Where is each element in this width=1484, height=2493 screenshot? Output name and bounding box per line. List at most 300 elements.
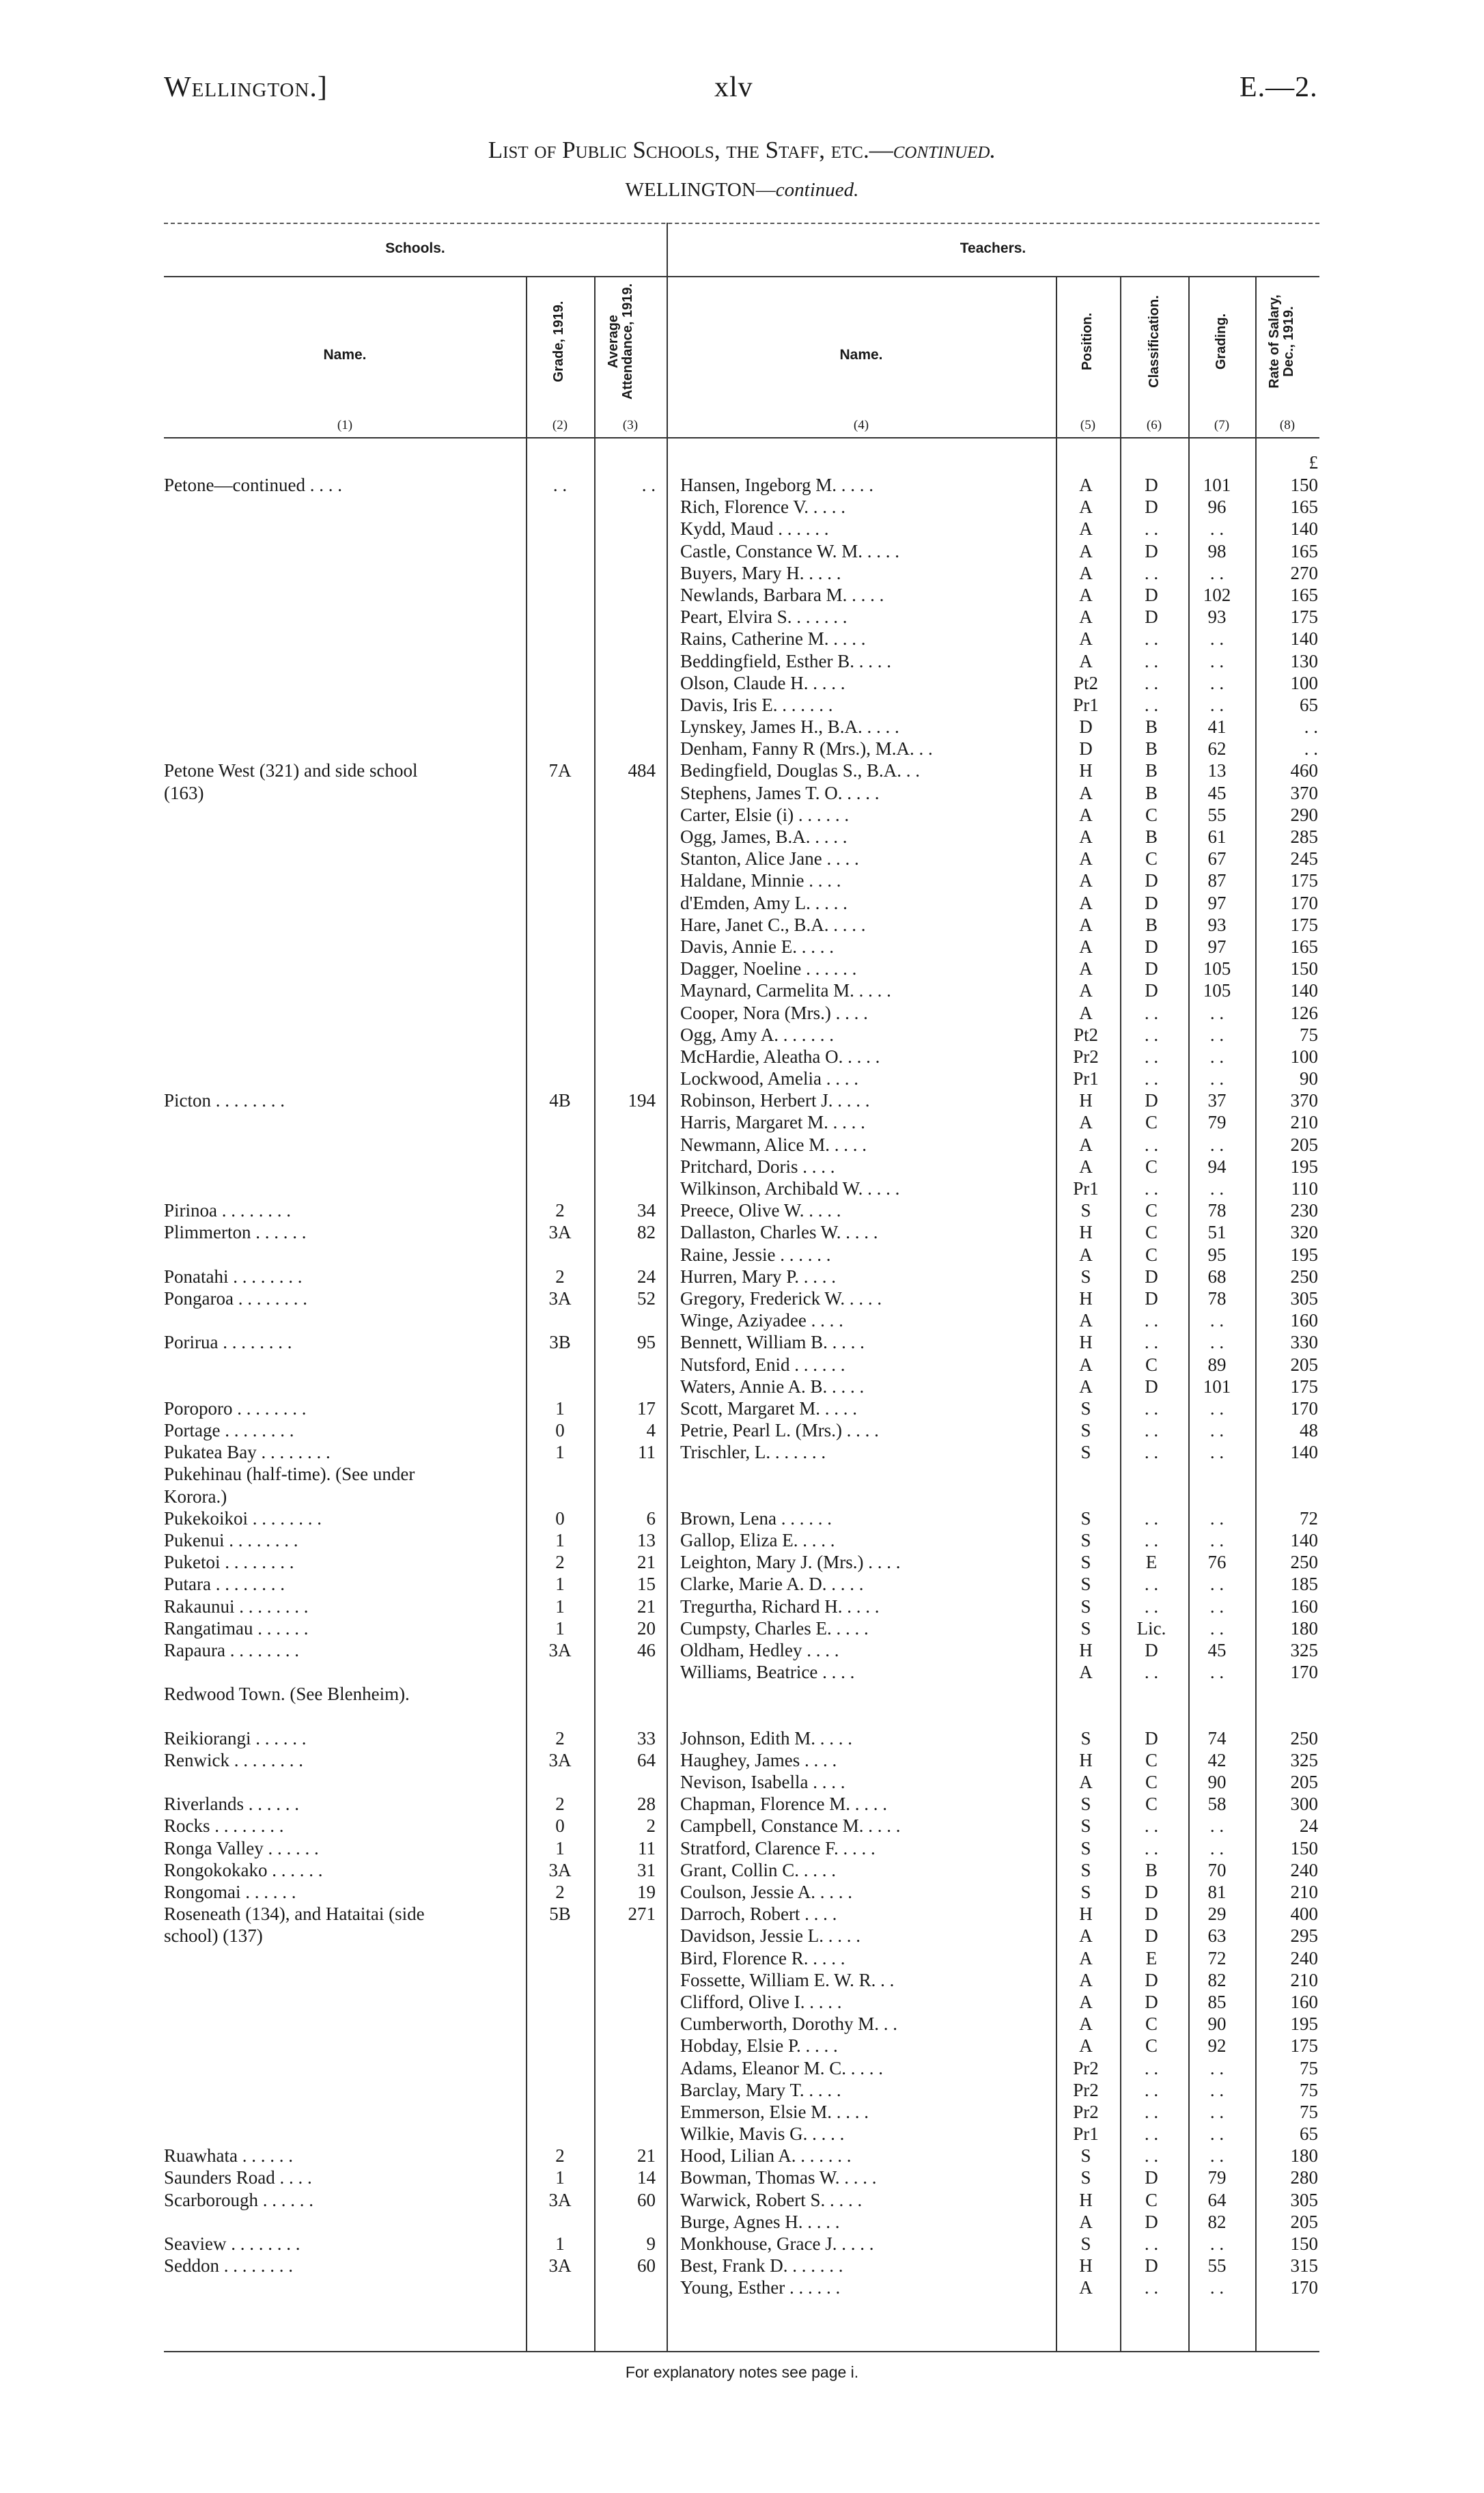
salary-cell: 325	[1290, 1639, 1318, 1660]
teacher-name-cell: Hood, Lilian A. . . . . . .	[680, 2145, 852, 2167]
table-row	[0, 936, 1484, 958]
classification-cell: B	[1145, 914, 1158, 935]
teacher-name-cell: Cumberworth, Dorothy M. . .	[680, 2014, 897, 2035]
grade-cell: 3A	[548, 1639, 572, 1660]
table-row	[0, 1727, 1484, 1749]
position-cell: Pr1	[1073, 2123, 1099, 2145]
col-num-8: (8)	[1279, 418, 1296, 432]
school-name-cell: Korora.)	[164, 1486, 227, 1507]
table-row	[0, 1815, 1484, 1837]
grading-cell: . .	[1209, 628, 1224, 650]
grading-cell: 76	[1207, 1552, 1227, 1573]
teacher-name-cell: Emmerson, Elsie M. . . . .	[680, 2101, 869, 2122]
salary-cell: 140	[1290, 628, 1318, 650]
position-cell: H	[1079, 1332, 1093, 1353]
grading-cell: 96	[1207, 497, 1227, 518]
classification-cell: . .	[1144, 628, 1159, 650]
table-row	[0, 2233, 1484, 2255]
position-cell: H	[1079, 2255, 1093, 2276]
col-num-1: (1)	[337, 418, 353, 432]
salary-cell: 100	[1290, 672, 1318, 693]
grading-cell: 105	[1203, 980, 1231, 1001]
grading-cell: . .	[1209, 1397, 1224, 1419]
position-cell: Pt2	[1073, 672, 1099, 693]
classification-cell: . .	[1144, 2123, 1159, 2145]
group-header-rule	[164, 276, 1319, 277]
teacher-name-cell: Campbell, Constance M. . . . .	[680, 1815, 901, 1837]
salary-cell: 230	[1290, 1200, 1318, 1221]
salary-cell: 140	[1290, 518, 1318, 540]
attendance-cell: 95	[637, 1332, 656, 1353]
teacher-name-cell: Fossette, William E. W. R. . .	[680, 1969, 895, 1990]
attendance-cell: 2	[646, 1815, 656, 1837]
teacher-name-cell: Oldham, Hedley . . . .	[680, 1639, 839, 1660]
table-row	[0, 1354, 1484, 1376]
classification-cell: C	[1145, 1772, 1158, 1793]
grade-cell: 2	[555, 2145, 565, 2167]
table-row	[0, 562, 1484, 584]
table-row	[0, 958, 1484, 979]
salary-cell: 400	[1290, 1904, 1318, 1925]
col-num-2: (2)	[552, 418, 568, 432]
grading-cell: . .	[1209, 2233, 1224, 2254]
grade-cell: 7A	[548, 760, 572, 781]
table-row	[0, 1793, 1484, 1815]
grade-cell: 0	[555, 1815, 565, 1837]
table-row	[0, 1661, 1484, 1683]
classification-cell: . .	[1144, 1837, 1159, 1858]
position-cell: A	[1079, 584, 1093, 605]
grading-cell: 78	[1207, 1200, 1227, 1221]
salary-cell: 195	[1290, 2014, 1318, 2035]
table-row	[0, 1178, 1484, 1199]
grading-cell: . .	[1209, 562, 1224, 583]
grading-cell: 102	[1203, 584, 1231, 605]
teacher-name-cell: Warwick, Robert S. . . . .	[680, 2189, 863, 2210]
position-cell: S	[1080, 1420, 1091, 1441]
teacher-name-cell: Castle, Constance W. M. . . . .	[680, 540, 899, 561]
position-cell: A	[1079, 1376, 1093, 1397]
teacher-name-cell: Rains, Catherine M. . . . .	[680, 628, 866, 650]
attendance-cell: 11	[638, 1837, 656, 1858]
school-name-cell: Pukekoikoi . . . . . . . .	[164, 1507, 322, 1529]
position-cell: H	[1079, 2189, 1093, 2210]
salary-cell: 210	[1290, 1882, 1318, 1902]
grade-cell: 2	[555, 1882, 565, 1902]
classification-cell: D	[1145, 1090, 1158, 1111]
school-name-cell: Seddon . . . . . . . .	[164, 2255, 293, 2276]
attendance-cell: 21	[637, 1552, 656, 1573]
position-cell: A	[1079, 1354, 1093, 1375]
grading-cell: . .	[1209, 1068, 1224, 1089]
classification-cell: . .	[1144, 1596, 1159, 1617]
grading-cell: . .	[1209, 2123, 1224, 2145]
school-name-cell: Portage . . . . . . . .	[164, 1420, 294, 1441]
classification-cell: C	[1145, 2035, 1158, 2057]
teacher-name-cell: Hare, Janet C., B.A. . . . .	[680, 914, 866, 935]
grading-cell: . .	[1209, 2277, 1224, 2298]
position-cell: A	[1079, 518, 1093, 540]
teacher-name-cell: Ogg, James, B.A. . . . .	[680, 826, 848, 847]
salary-cell: 165	[1290, 497, 1318, 518]
grading-cell: 93	[1207, 914, 1227, 935]
position-cell: S	[1080, 1859, 1091, 1880]
teacher-name-cell: Maynard, Carmelita M. . . . .	[680, 980, 891, 1001]
grade-cell: 3A	[548, 2189, 572, 2210]
salary-cell: 160	[1290, 1596, 1318, 1617]
salary-cell: 240	[1290, 1947, 1318, 1968]
table-row	[0, 2145, 1484, 2167]
table-row	[0, 1969, 1484, 1991]
grading-cell: . .	[1209, 1507, 1224, 1529]
teacher-name-cell: Haldane, Minnie . . . .	[680, 870, 841, 891]
position-cell: S	[1080, 2233, 1091, 2254]
classification-cell: . .	[1144, 2079, 1159, 2100]
teacher-name-cell: Nutsford, Enid . . . . . .	[680, 1354, 845, 1375]
grading-cell: 92	[1207, 2035, 1227, 2057]
grading-cell: . .	[1209, 1574, 1224, 1595]
attendance-header: Average Attendance, 1919.	[606, 283, 635, 400]
teacher-name-cell: Clifford, Olive I. . . . .	[680, 1991, 842, 2012]
position-cell: S	[1080, 1574, 1091, 1595]
grading-cell: . .	[1209, 1178, 1224, 1199]
school-name-cell: Pukatea Bay . . . . . . . .	[164, 1442, 331, 1463]
table-row	[0, 1397, 1484, 1419]
teacher-name-cell: Bedingfield, Douglas S., B.A. . .	[680, 760, 920, 781]
position-cell: S	[1080, 1442, 1091, 1463]
teacher-name-cell: Winge, Aziyadee . . . .	[680, 1310, 843, 1331]
table-row	[0, 1419, 1484, 1441]
teacher-name-cell: Cooper, Nora (Mrs.) . . . .	[680, 1002, 868, 1023]
classification-cell: D	[1145, 958, 1158, 979]
salary-cell: 180	[1290, 2145, 1318, 2167]
grading-cell: 67	[1207, 848, 1227, 869]
classification-cell: D	[1145, 980, 1158, 1001]
table-row	[0, 474, 1484, 496]
table-row	[0, 1244, 1484, 1266]
classification-cell: B	[1145, 826, 1158, 847]
salary-cell: 280	[1290, 2167, 1318, 2188]
salary-cell: 165	[1290, 540, 1318, 561]
salary-cell: 65	[1300, 694, 1318, 715]
teacher-name-cell: Dallaston, Charles W. . . . .	[680, 1222, 878, 1243]
table-row	[0, 628, 1484, 650]
classification-cell: D	[1145, 1727, 1158, 1749]
salary-cell: 140	[1290, 1442, 1318, 1463]
table-row	[0, 2211, 1484, 2233]
classification-cell: . .	[1144, 1507, 1159, 1529]
position-cell: A	[1079, 628, 1093, 650]
position-cell: H	[1079, 1904, 1093, 1925]
position-cell: A	[1079, 1002, 1093, 1023]
table-row	[0, 1596, 1484, 1617]
table-row	[0, 2035, 1484, 2057]
school-name-cell: school) (137)	[164, 1925, 263, 1947]
table-row	[0, 1463, 1484, 1485]
position-cell: H	[1079, 1639, 1093, 1660]
classification-cell: . .	[1144, 1002, 1159, 1023]
teacher-name-cell: Davis, Iris E. . . . . . .	[680, 694, 833, 715]
classification-cell: C	[1145, 2014, 1158, 2035]
attendance-cell: 19	[637, 1882, 656, 1902]
currency-symbol: £	[1308, 452, 1318, 473]
grading-cell: 87	[1207, 870, 1227, 891]
classification-cell: D	[1145, 1925, 1158, 1947]
grading-cell: . .	[1209, 1134, 1224, 1155]
classification-cell: D	[1145, 2167, 1158, 2188]
grading-cell: 90	[1207, 2014, 1227, 2035]
grading-cell: . .	[1209, 672, 1224, 693]
table-row	[0, 1617, 1484, 1639]
classification-cell: C	[1145, 1222, 1158, 1243]
teacher-name-cell: Newlands, Barbara M. . . . .	[680, 584, 884, 605]
salary-cell: 210	[1290, 1112, 1318, 1133]
table-row	[0, 496, 1484, 518]
table-subtitle-continued: continued.	[775, 179, 859, 201]
col-num-7: (7)	[1214, 418, 1230, 432]
table-row	[0, 2255, 1484, 2276]
attendance-cell: 34	[637, 1200, 656, 1221]
attendance-cell: 194	[628, 1090, 656, 1111]
teacher-name-cell: Davidson, Jessie L. . . . .	[680, 1925, 860, 1947]
grade-cell: . .	[552, 475, 568, 495]
grading-cell: 74	[1207, 1727, 1227, 1749]
grading-cell: 45	[1207, 1639, 1227, 1660]
table-row	[0, 979, 1484, 1001]
position-cell: A	[1079, 2035, 1093, 2057]
position-cell: A	[1079, 804, 1093, 825]
grading-cell: 51	[1207, 1222, 1227, 1243]
classification-cell: E	[1145, 1552, 1158, 1573]
table-row	[0, 1991, 1484, 2013]
teacher-name-cell: Young, Esther . . . . . .	[680, 2277, 841, 2298]
salary-cell: 170	[1290, 1397, 1318, 1419]
attendance-cell: . .	[641, 475, 656, 495]
teacher-name-cell: Hansen, Ingeborg M. . . . .	[680, 475, 873, 495]
table-row	[0, 1639, 1484, 1661]
salary-cell: 175	[1290, 914, 1318, 935]
position-cell: S	[1080, 1397, 1091, 1419]
teacher-name-cell: Stanton, Alice Jane . . . .	[680, 848, 859, 869]
position-cell: S	[1080, 1727, 1091, 1749]
classification-cell: D	[1145, 1639, 1158, 1660]
school-name-header: Name.	[323, 347, 367, 363]
school-name-cell: Picton . . . . . . . .	[164, 1090, 285, 1111]
running-header-left: Wellington.]	[164, 72, 328, 103]
teacher-name-cell: Chapman, Florence M. . . . .	[680, 1794, 887, 1815]
grading-cell: . .	[1209, 1617, 1224, 1639]
table-row	[0, 584, 1484, 606]
salary-cell: 250	[1290, 1552, 1318, 1573]
schools-group-header: Schools.	[385, 240, 445, 256]
classification-cell: D	[1145, 475, 1158, 495]
grade-cell: 2	[555, 1266, 565, 1287]
teacher-name-cell: Bennett, William B. . . . .	[680, 1332, 865, 1353]
position-cell: A	[1079, 1244, 1093, 1265]
classification-cell: . .	[1144, 2277, 1159, 2298]
table-row	[0, 914, 1484, 936]
grading-cell: . .	[1209, 1332, 1224, 1353]
table-row	[0, 1683, 1484, 1705]
attendance-cell: 64	[637, 1749, 656, 1770]
position-cell: A	[1079, 607, 1093, 628]
classification-cell: D	[1145, 1882, 1158, 1902]
teacher-name-header: Name.	[839, 347, 883, 363]
classification-cell: C	[1145, 804, 1158, 825]
school-name-cell: Rangatimau . . . . . .	[164, 1617, 309, 1639]
grading-cell: . .	[1209, 1046, 1224, 1067]
school-name-cell: Pirinoa . . . . . . . .	[164, 1200, 291, 1221]
classification-cell: D	[1145, 1266, 1158, 1287]
classification-cell: . .	[1144, 1046, 1159, 1067]
grading-cell: 105	[1203, 958, 1231, 979]
school-name-cell: Rongomai . . . . . .	[164, 1882, 296, 1902]
table-row	[0, 1859, 1484, 1881]
grading-cell: 29	[1207, 1904, 1227, 1925]
school-name-cell: Plimmerton . . . . . .	[164, 1222, 307, 1243]
position-cell: A	[1079, 2211, 1093, 2232]
teacher-name-cell: Davis, Annie E. . . . .	[680, 936, 834, 957]
classification-cell: . .	[1144, 694, 1159, 715]
teacher-name-cell: Haughey, James . . . .	[680, 1749, 837, 1770]
school-name-cell: Redwood Town. (See Blenheim).	[164, 1684, 410, 1705]
table-bottom-rule	[164, 2351, 1319, 2352]
position-cell: S	[1080, 1617, 1091, 1639]
school-name-cell: Rakaunui . . . . . . . .	[164, 1596, 309, 1617]
table-row	[0, 694, 1484, 716]
grade-cell: 0	[555, 1507, 565, 1529]
salary-cell: 65	[1300, 2123, 1318, 2145]
position-cell: Pt2	[1073, 1024, 1099, 1045]
grading-cell: 63	[1207, 1925, 1227, 1947]
classification-cell: D	[1145, 1904, 1158, 1925]
position-cell: S	[1080, 1530, 1091, 1550]
salary-cell: 150	[1290, 475, 1318, 495]
position-cell: Pr1	[1073, 694, 1099, 715]
grading-cell: 101	[1203, 1376, 1231, 1397]
grade-cell: 2	[555, 1552, 565, 1573]
school-name-cell: Seaview . . . . . . . .	[164, 2233, 300, 2254]
grade-cell: 3A	[548, 1222, 572, 1243]
table-row	[0, 1749, 1484, 1771]
position-cell: A	[1079, 892, 1093, 913]
grading-cell: 62	[1207, 738, 1227, 760]
classification-cell: C	[1145, 1200, 1158, 1221]
salary-cell: 325	[1290, 1749, 1318, 1770]
teacher-name-cell: Lynskey, James H., B.A. . . . .	[680, 716, 899, 738]
grading-cell: 42	[1207, 1749, 1227, 1770]
table-subtitle	[0, 179, 1484, 201]
position-cell: A	[1079, 475, 1093, 495]
teacher-name-cell: Williams, Beatrice . . . .	[680, 1662, 855, 1683]
grading-cell: 93	[1207, 607, 1227, 628]
table-row	[0, 1925, 1484, 1947]
grading-cell: 55	[1207, 2255, 1227, 2276]
table-row	[0, 650, 1484, 672]
position-cell: A	[1079, 1772, 1093, 1793]
teacher-name-cell: Peart, Elvira S. . . . . . .	[680, 607, 848, 628]
attendance-cell: 4	[646, 1420, 656, 1441]
grading-cell: . .	[1209, 2057, 1224, 2078]
grade-cell: 1	[555, 1596, 565, 1617]
grade-cell: 1	[555, 1442, 565, 1463]
position-cell: A	[1079, 1662, 1093, 1683]
classification-header: Classification.	[1147, 295, 1162, 388]
table-row	[0, 2101, 1484, 2123]
teacher-name-cell: Dagger, Noeline . . . . . .	[680, 958, 857, 979]
grading-cell: 78	[1207, 1287, 1227, 1309]
grading-cell: 97	[1207, 892, 1227, 913]
teacher-name-cell: Buyers, Mary H. . . . .	[680, 562, 841, 583]
table-row	[0, 1002, 1484, 1024]
grading-cell: 97	[1207, 936, 1227, 957]
position-cell: A	[1079, 1969, 1093, 1990]
teacher-name-cell: Tregurtha, Richard H. . . . .	[680, 1596, 880, 1617]
grade-cell: 1	[555, 1574, 565, 1595]
salary-cell: 160	[1290, 1310, 1318, 1331]
table-row	[0, 1376, 1484, 1397]
table-row	[0, 760, 1484, 781]
salary-cell: 320	[1290, 1222, 1318, 1243]
classification-cell: D	[1145, 607, 1158, 628]
salary-cell: 195	[1290, 1156, 1318, 1177]
table-row	[0, 1947, 1484, 1969]
col-num-4: (4)	[853, 418, 869, 432]
salary-cell: 205	[1290, 1134, 1318, 1155]
grading-cell: 101	[1203, 475, 1231, 495]
position-cell: S	[1080, 1552, 1091, 1573]
table-row	[0, 1111, 1484, 1133]
attendance-cell: 28	[637, 1794, 656, 1815]
position-cell: A	[1079, 1112, 1093, 1133]
classification-cell: . .	[1144, 650, 1159, 671]
grade-cell: 2	[555, 1794, 565, 1815]
table-row	[0, 2167, 1484, 2188]
classification-cell: . .	[1144, 1442, 1159, 1463]
position-cell: S	[1080, 1837, 1091, 1858]
classification-cell: . .	[1144, 518, 1159, 540]
grading-cell: . .	[1209, 1815, 1224, 1837]
classification-cell: . .	[1144, 2057, 1159, 2078]
classification-cell: . .	[1144, 1134, 1159, 1155]
classification-cell: . .	[1144, 562, 1159, 583]
school-name-cell: Pongaroa . . . . . . . .	[164, 1287, 307, 1309]
position-cell: A	[1079, 1134, 1093, 1155]
table-row	[0, 1507, 1484, 1529]
grading-cell: 82	[1207, 2211, 1227, 2232]
grading-cell: . .	[1209, 1530, 1224, 1550]
attendance-cell: 82	[637, 1222, 656, 1243]
school-name-cell: Ronga Valley . . . . . .	[164, 1837, 319, 1858]
grade-cell: 0	[555, 1420, 565, 1441]
classification-cell: C	[1145, 1112, 1158, 1133]
school-name-cell: Reikiorangi . . . . . .	[164, 1727, 307, 1749]
position-cell: A	[1079, 1310, 1093, 1331]
grade-cell: 3A	[548, 1287, 572, 1309]
table-top-rule	[164, 223, 1319, 224]
classification-cell: C	[1145, 848, 1158, 869]
table-row	[0, 869, 1484, 891]
grading-cell: 79	[1207, 1112, 1227, 1133]
grade-cell: 3A	[548, 2255, 572, 2276]
position-cell: D	[1079, 716, 1093, 738]
table-row	[0, 2057, 1484, 2079]
teacher-name-cell: Waters, Annie A. B. . . . .	[680, 1376, 865, 1397]
table-row	[0, 606, 1484, 628]
teacher-name-cell: Grant, Collin C. . . . .	[680, 1859, 836, 1880]
position-cell: H	[1079, 1222, 1093, 1243]
school-name-cell: Ruawhata . . . . . .	[164, 2145, 293, 2167]
